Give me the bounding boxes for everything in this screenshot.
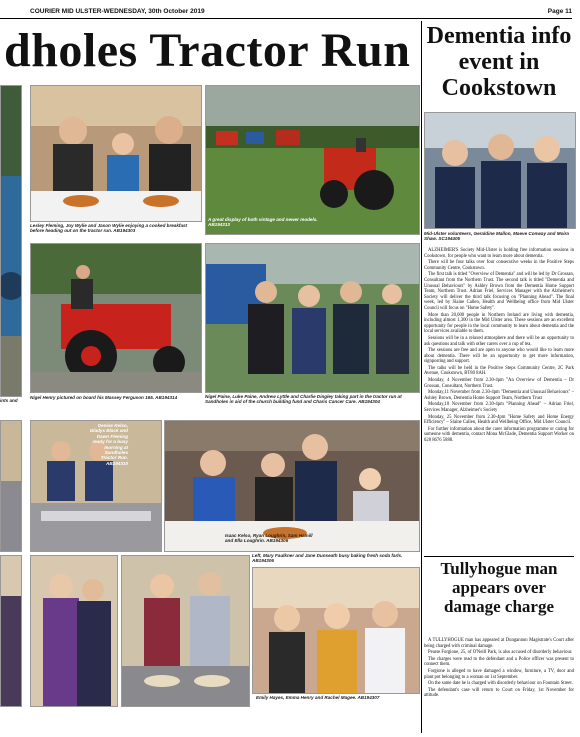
caption-tractor-run-group: Nigel Paine, Luke Paine, Andrew Lyttle and Charlie Dingley taking part in the tractor run at Sandholes in aid of the church building fund and Charis Cancer Care. AB194304	[205, 394, 402, 405]
dementia-headline: Dementia info event in Cookstown	[426, 23, 572, 101]
tully-paragraph: Forgione is alleged to have damaged a window, furniture, a TV, door and plant pot belonging to a woman on 1st September.	[424, 668, 574, 680]
dementia-paragraph: Monday, 25 November from 2.30-4pm "Home Safety and Home Energy Efficiency" – Slaine Callen, Health and Wellbeing Office, Mid Ulster Council.	[424, 414, 574, 426]
dementia-paragraph: The sessions are free and are open to anyone who would like to learn more about dementia. There will be an opportunity to get more information, signposting and support.	[424, 348, 574, 365]
photo-soda-farls	[121, 555, 250, 707]
caption-soda-farls: Left, Mary Faulkner and Jane Dunseath busy baking fresh soda farls. AB194306	[252, 553, 403, 564]
tully-paragraph: A TULLYHOGUE man has appeared at Dungannon Magistrate's Court after being charged with criminal damage.	[424, 638, 574, 649]
photo-massey-ferguson	[30, 243, 202, 393]
photo-left-edge-tractor	[0, 85, 22, 397]
photo-tractor-display	[205, 85, 420, 235]
page-number: Page 11	[547, 8, 572, 15]
dementia-headline-block	[424, 23, 574, 101]
photo-left-edge-kitchen	[0, 420, 22, 552]
tully-paragraph: The charges were read to the defendant and a Police officer was present to connect them.	[424, 656, 574, 668]
masthead-rule	[0, 18, 572, 19]
dementia-paragraph: More than 20,000 people in Northern Ireland are living with dementia, including almost 1,300 in the Mid Ulster area. These sessions are an excellent opportunity for people in the local community to learn about dementia and the local services available to them.	[424, 312, 574, 335]
tully-article-body	[424, 638, 574, 700]
photo-three-girls	[252, 567, 420, 694]
photo-bakers	[30, 555, 118, 707]
masthead-date: COURIER MID ULSTER-WEDNESDAY, 30th October 2019	[30, 8, 205, 15]
caption-three-girls: Emily Hayes, Emma Henry and Rachel Magee. AB194307	[256, 695, 380, 700]
photo-tractor-run-group	[205, 243, 420, 393]
column-divider	[421, 21, 422, 733]
tully-paragraph: Pearse Forgione, 25, of O'Neill Park, is also accused of disorderly behaviour.	[428, 650, 573, 656]
tractor-run-headline: dholes Tractor Run	[4, 24, 411, 77]
photo-left-edge-bakers	[0, 555, 22, 707]
dementia-paragraph: The first talk is titled "Overview of Dementia" and will be led by Dr Grossan, Consultant from the Northern Trust. The second talk is titled "Dementia and Unusual Behaviours" by Ashley Brown from the Dementia Home Support Team, Northern Trust. Adrian Friel, Services Manager with the Alzheimer's Society will deliver the third talk focusing on "Planning Ahead". The final week, led by Slaine Callen, Health and Wellbeing office from Mid Ulster Council will focus on "Home Safety".	[424, 272, 574, 311]
dementia-paragraph: Monday, 4 November from 2.30-4pm "An Overview of Dementia – Dr Grossan, Consultant, Northern Trust.	[424, 378, 574, 389]
tully-headline: Tullyhogue man appears over damage charge	[440, 559, 558, 616]
caption-dementia-volunteers: Mid-Ulster volunteers, Geraldine Mallon, Maeve Conway and Moira Shaw. SC194405	[424, 231, 569, 242]
caption-breakfast: Lesley Fleming, Joy Wylie and Jason Wylie enjoying a cooked breakfast before heading out on the tractor run. AB194303	[30, 223, 188, 234]
photo-breakfast	[30, 85, 202, 222]
caption-tractor-display: A great display of both vintage and newer models. AB194313	[208, 217, 318, 228]
dementia-paragraph: For further information about the carer information programme or caring for someone with dementia, contact Mona McGlade, Dementia Support Worker on 028 8676 5888.	[424, 426, 574, 443]
masthead	[30, 6, 572, 18]
dementia-paragraph: ALZHEIMER'S Society Mid-Ulster is holding free information sessions in Cookstown, for people who want to learn more about dementia.	[424, 248, 574, 259]
caption-children: Isaac Kelso, Ryan Loughrin, Sam Hamill and Ella Loughrin. AB194305	[225, 533, 313, 544]
caption-massey-ferguson: Nigel Henry pictured on board his Massey Ferguson 165. AB194314	[30, 395, 178, 400]
caption-left-edge: ints and	[0, 398, 18, 403]
dementia-article-body	[424, 248, 574, 445]
tractor-run-banner	[0, 21, 420, 81]
dementia-paragraph: Monday,18 November from 2.30-4pm "Planning Ahead" – Adrian Friel, Services Manager, Alzheimer's Society	[424, 402, 574, 414]
dementia-paragraph: Sessions will be in a relaxed atmosphere and there will be an opportunity to ask questions and talk with other carers over a cup of tea.	[424, 335, 574, 347]
tully-headline-block	[424, 559, 574, 616]
tully-paragraph: The defendant's case will return to Court on Friday, 1st November for attitude.	[424, 687, 574, 699]
caption-kitchen-volunteers: Denise Kelso, Gladys Black and Dawn Fleming ready for a busy morning at Sandholes Tractor Run. AB194310	[89, 423, 128, 466]
photo-dementia-volunteers	[424, 112, 576, 229]
dementia-paragraph: There will be four talks over four consecutive weeks in the Positive Steps Community Centre, Cookstown.	[424, 260, 574, 271]
dementia-paragraph: The talks will be held in the Positive Steps Community Centre, 2C Park Avenue, Cookstown, BT80 8AH.	[424, 365, 574, 377]
dementia-paragraph: Monday,11 November from 2.30-4pm "Dementia and Unusual Behaviours" – Ashley Brown, Dementia Home Support Team, Northern Trust	[424, 390, 574, 401]
article-separator	[424, 556, 574, 557]
tully-paragraph: On the same date he is charged with disorderly behaviour on Fountain Street.	[428, 681, 573, 687]
